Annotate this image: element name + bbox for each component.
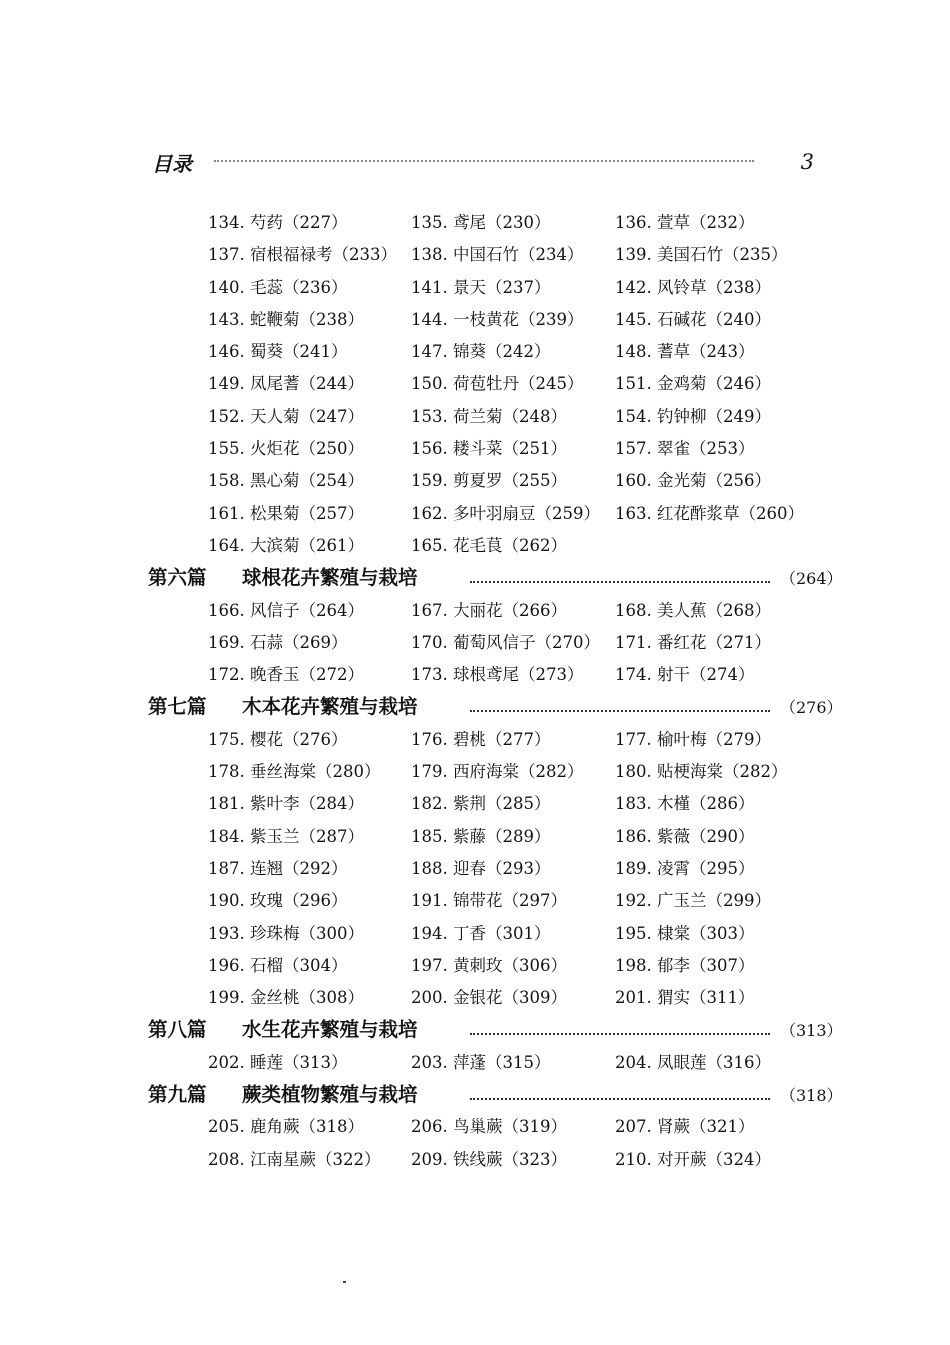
toc-row	[148, 304, 838, 336]
page-header	[152, 148, 832, 178]
toc-entry: 136. 萱草（232）	[615, 213, 755, 232]
header-rule	[214, 160, 754, 162]
toc-entry: 201. 猬实（311）	[615, 988, 755, 1008]
section-page: （313）	[780, 1021, 843, 1041]
toc-entry: 184. 紫玉兰（287）	[208, 826, 364, 846]
toc-row	[148, 1144, 838, 1176]
toc-entry: 167. 大丽花（266）	[411, 600, 567, 620]
toc-entry: 191. 锦带花（297）	[411, 891, 567, 911]
toc-row	[148, 465, 838, 497]
toc-row	[148, 1111, 838, 1143]
toc-entry: 189. 凌霄（295）	[615, 858, 755, 878]
toc-row	[148, 595, 838, 627]
toc-row	[148, 336, 838, 368]
toc-entry: 166. 风信子（264）	[208, 600, 364, 620]
toc-entry: 194. 丁香（301）	[411, 923, 551, 943]
toc-row	[148, 756, 838, 788]
toc-row	[148, 627, 838, 659]
toc-row	[148, 207, 838, 239]
section-label: 第七篇	[148, 695, 207, 719]
section-heading	[148, 1014, 843, 1046]
toc-entry: 161. 松果菊（257）	[208, 503, 364, 523]
toc-row	[148, 918, 838, 950]
dot-leader	[470, 1098, 770, 1100]
toc-row	[148, 401, 838, 433]
toc-entry: 192. 广玉兰（299）	[615, 891, 771, 911]
toc-entry: 158. 黑心菊（254）	[208, 471, 364, 491]
toc-entry: 145. 石碱花（240）	[615, 309, 771, 329]
toc-row	[148, 433, 838, 465]
section-heading	[148, 691, 843, 723]
toc-entry: 197. 黄刺玫（306）	[411, 955, 567, 975]
dot-leader	[470, 581, 770, 583]
toc-entry: 139. 美国石竹（235）	[615, 245, 788, 265]
toc-entry: 196. 石榴（304）	[208, 955, 348, 975]
toc-row	[148, 724, 838, 756]
toc-entry: 207. 肾蕨（321）	[615, 1117, 755, 1137]
toc-entry: 209. 铁线蕨（323）	[411, 1149, 567, 1169]
toc-row	[148, 368, 838, 400]
toc-entry: 174. 射干（274）	[615, 665, 755, 685]
toc-entry: 177. 榆叶梅（279）	[615, 729, 771, 749]
section-title: 蕨类植物繁殖与栽培	[242, 1083, 418, 1107]
toc-row	[148, 853, 838, 885]
toc-entry: 178. 垂丝海棠（280）	[208, 762, 381, 782]
toc-entry: 165. 花毛茛（262）	[411, 535, 567, 555]
section-label: 第九篇	[148, 1083, 207, 1107]
section-title: 水生花卉繁殖与栽培	[242, 1018, 418, 1042]
toc-entry: 185. 紫藤（289）	[411, 826, 551, 846]
toc-entry: 153. 荷兰菊（248）	[411, 406, 567, 426]
toc-entry: 203. 萍蓬（315）	[411, 1052, 551, 1072]
toc-entry: 206. 鸟巢蕨（319）	[411, 1117, 567, 1137]
section-title: 球根花卉繁殖与栽培	[242, 566, 418, 590]
toc-entry: 142. 风铃草（238）	[615, 277, 771, 297]
toc-entry: 170. 葡萄风信子（270）	[411, 632, 600, 652]
toc-entry: 150. 荷苞牡丹（245）	[411, 374, 584, 394]
toc-entry: 195. 棣棠（303）	[615, 923, 755, 943]
toc-entry: 175. 樱花（276）	[208, 729, 348, 749]
toc-entry: 155. 火炬花（250）	[208, 439, 364, 459]
toc-entry: 148. 蓍草（243）	[615, 342, 755, 362]
toc-row	[148, 659, 838, 691]
toc-entry: 208. 江南星蕨（322）	[208, 1149, 381, 1169]
toc-entry: 183. 木槿（286）	[615, 794, 755, 814]
section-page: （264）	[780, 569, 843, 589]
toc-entry: 193. 珍珠梅（300）	[208, 923, 364, 943]
toc-entry: 162. 多叶羽扇豆（259）	[411, 503, 600, 523]
toc-row	[148, 530, 838, 562]
toc-entry: 151. 金鸡菊（246）	[615, 374, 771, 394]
toc-entry: 182. 紫荆（285）	[411, 794, 551, 814]
toc-entry: 199. 金丝桃（308）	[208, 988, 364, 1008]
section-heading	[148, 562, 843, 594]
toc-entry: 169. 石蒜（269）	[208, 632, 348, 652]
dot-leader	[470, 710, 770, 712]
toc-row	[148, 239, 838, 271]
section-page: （276）	[780, 698, 843, 718]
toc-entry: 154. 钓钟柳（249）	[615, 406, 771, 426]
toc-entry: 179. 西府海棠（282）	[411, 762, 584, 782]
section-title: 木本花卉繁殖与栽培	[242, 695, 418, 719]
section-label: 第八篇	[148, 1018, 207, 1042]
toc-row	[148, 950, 838, 982]
toc-entry: 147. 锦葵（242）	[411, 342, 551, 362]
toc-entry: 160. 金光菊（256）	[615, 471, 771, 491]
toc-entry: 140. 毛蕊（236）	[208, 277, 348, 297]
toc-entry: 176. 碧桃（277）	[411, 729, 551, 749]
toc-entry: 134. 芍药（227）	[208, 213, 348, 232]
toc-entry: 180. 贴梗海棠（282）	[615, 762, 788, 782]
toc-row	[148, 272, 838, 304]
toc-entry: 210. 对开蕨（324）	[615, 1149, 771, 1169]
toc-entry: 159. 剪夏罗（255）	[411, 471, 567, 491]
section-heading	[148, 1079, 843, 1111]
toc-entry: 164. 大滨菊（261）	[208, 535, 364, 555]
toc-entry: 141. 景天（237）	[411, 277, 551, 297]
header-title: 目录	[152, 152, 192, 176]
toc-entry: 163. 红花酢浆草（260）	[615, 503, 804, 523]
toc-entry: 157. 翠雀（253）	[615, 439, 755, 459]
toc-entry: 172. 晚香玉（272）	[208, 665, 364, 685]
toc-entry: 135. 鸢尾（230）	[411, 213, 551, 232]
toc-entry: 143. 蛇鞭菊（238）	[208, 309, 364, 329]
toc-entry: 190. 玫瑰（296）	[208, 891, 348, 911]
toc-entry: 204. 凤眼莲（316）	[615, 1052, 771, 1072]
toc-row	[148, 1047, 838, 1079]
toc-row	[148, 982, 838, 1014]
table-of-contents	[148, 207, 843, 1176]
toc-row	[148, 821, 838, 853]
toc-entry: 137. 宿根福禄考（233）	[208, 245, 397, 265]
toc-entry: 205. 鹿角蕨（318）	[208, 1117, 364, 1137]
toc-row	[148, 498, 838, 530]
toc-entry: 168. 美人蕉（268）	[615, 600, 771, 620]
toc-row	[148, 885, 838, 917]
toc-entry: 171. 番红花（271）	[615, 632, 771, 652]
toc-entry: 198. 郁李（307）	[615, 955, 755, 975]
toc-row	[148, 788, 838, 820]
print-speck	[343, 1281, 346, 1283]
section-page: （318）	[780, 1086, 843, 1106]
toc-entry: 173. 球根鸢尾（273）	[411, 665, 584, 685]
toc-entry: 149. 凤尾蓍（244）	[208, 374, 364, 394]
section-label: 第六篇	[148, 566, 207, 590]
toc-entry: 181. 紫叶李（284）	[208, 794, 364, 814]
toc-entry: 200. 金银花（309）	[411, 988, 567, 1008]
toc-entry: 152. 天人菊（247）	[208, 406, 364, 426]
toc-entry: 187. 连翘（292）	[208, 858, 348, 878]
toc-entry: 146. 蜀葵（241）	[208, 342, 348, 362]
toc-entry: 188. 迎春（293）	[411, 858, 551, 878]
toc-entry: 156. 耧斗菜（251）	[411, 439, 567, 459]
toc-entry: 144. 一枝黄花（239）	[411, 309, 584, 329]
toc-entry: 186. 紫薇（290）	[615, 826, 755, 846]
dot-leader	[470, 1033, 770, 1035]
toc-entry: 138. 中国石竹（234）	[411, 245, 584, 265]
page-number: 3	[800, 150, 814, 174]
toc-entry: 202. 睡莲（313）	[208, 1052, 348, 1072]
